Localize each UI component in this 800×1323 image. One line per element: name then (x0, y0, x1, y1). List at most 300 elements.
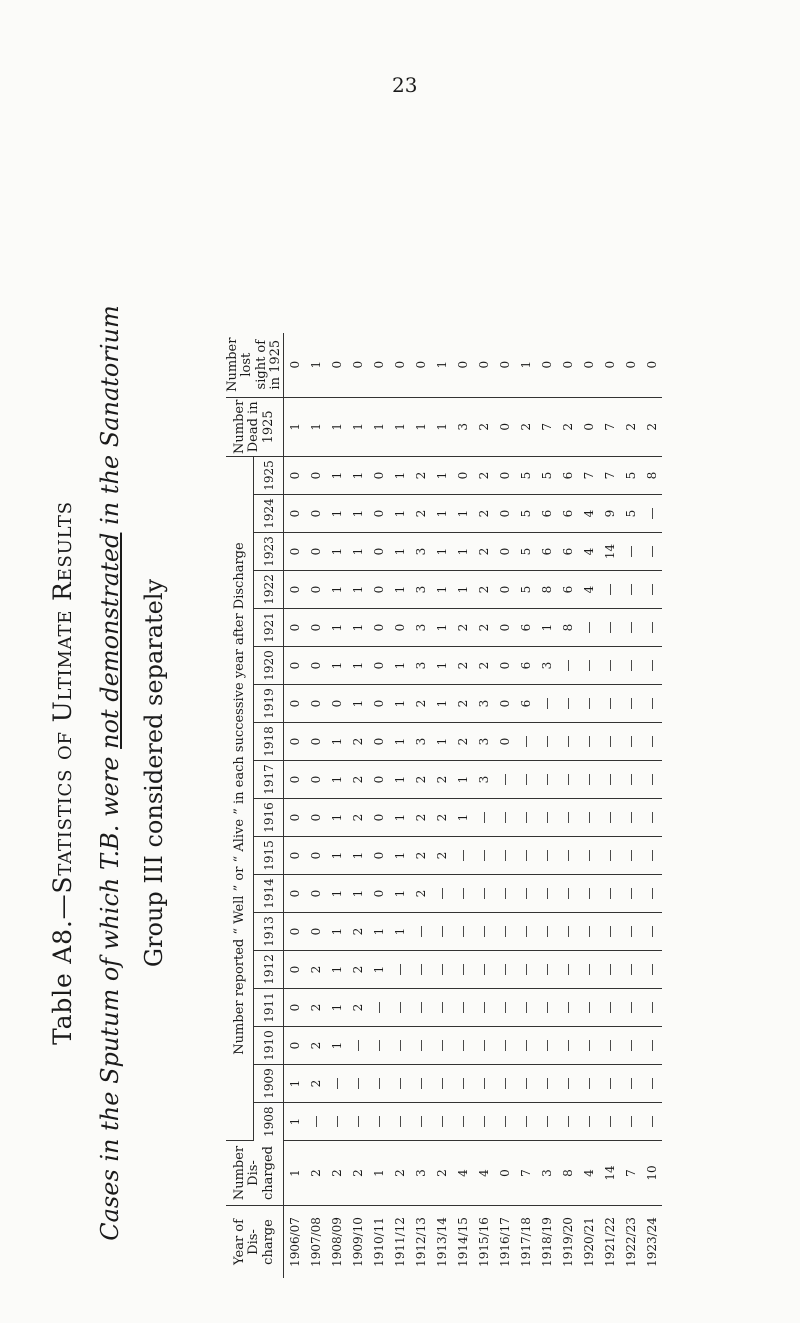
reported-cell: — (389, 1065, 410, 1103)
reported-cell: — (599, 647, 620, 685)
discharged-cell: 2 (305, 1141, 326, 1206)
lost-cell: 1 (431, 333, 452, 398)
table-row (578, 333, 599, 1278)
reported-cell: 0 (305, 723, 326, 761)
reported-cell: — (473, 1103, 494, 1141)
year-col-header: 1912 (254, 951, 284, 989)
reported-cell: — (452, 1103, 473, 1141)
reported-cell: 0 (368, 799, 389, 837)
reported-cell: — (557, 1103, 578, 1141)
reported-cell: — (620, 1065, 641, 1103)
table-row (284, 333, 306, 1278)
table-row (599, 333, 620, 1278)
reported-cell: — (494, 951, 515, 989)
reported-cell: 0 (305, 533, 326, 571)
reported-cell: — (641, 533, 662, 571)
reported-cell: — (557, 913, 578, 951)
reported-cell: 6 (557, 457, 578, 495)
reported-cell: 6 (557, 533, 578, 571)
lost-cell: 0 (536, 333, 557, 398)
reported-cell: — (641, 761, 662, 799)
year-cell: 1908/09 (329, 1217, 344, 1267)
reported-cell: 2 (347, 951, 368, 989)
reported-cell: 6 (515, 685, 536, 723)
reported-cell: — (473, 989, 494, 1027)
reported-cell: 0 (284, 571, 306, 609)
reported-cell: — (494, 837, 515, 875)
lost-cell: 0 (620, 333, 641, 398)
year-cell: 1912/13 (413, 1217, 428, 1267)
reported-cell: 0 (494, 495, 515, 533)
reported-cell: — (578, 685, 599, 723)
discharged-cell: 7 (620, 1141, 641, 1206)
reported-cell: — (557, 875, 578, 913)
reported-cell: 0 (284, 875, 306, 913)
dead-cell: 2 (641, 397, 662, 456)
dead-cell: 1 (284, 397, 306, 456)
dead-cell: 1 (410, 397, 431, 456)
reported-cell: — (641, 1103, 662, 1141)
reported-cell: 1 (326, 837, 347, 875)
reported-cell: — (452, 989, 473, 1027)
reported-cell: 1 (347, 571, 368, 609)
reported-cell: — (494, 875, 515, 913)
reported-cell: 1 (452, 533, 473, 571)
reported-cell: 9 (599, 495, 620, 533)
reported-cell: 1 (389, 723, 410, 761)
reported-cell: 5 (515, 533, 536, 571)
lost-cell: 0 (284, 333, 306, 398)
reported-cell: 2 (431, 761, 452, 799)
reported-cell: — (578, 1027, 599, 1065)
table-subtitle (96, 223, 124, 1323)
reported-cell: — (599, 1027, 620, 1065)
reported-cell: — (620, 989, 641, 1027)
reported-cell: 2 (452, 647, 473, 685)
reported-cell: 4 (578, 571, 599, 609)
reported-cell: — (599, 989, 620, 1027)
year-col-header: 1914 (254, 875, 284, 913)
reported-cell: — (641, 913, 662, 951)
reported-cell: 0 (368, 457, 389, 495)
reported-cell: — (368, 1103, 389, 1141)
table-row (494, 333, 515, 1278)
reported-cell: — (620, 951, 641, 989)
discharged-cell: 4 (578, 1141, 599, 1206)
reported-cell: — (536, 913, 557, 951)
lost-cell: 0 (641, 333, 662, 398)
year-col-header: 1916 (254, 799, 284, 837)
reported-cell: — (620, 761, 641, 799)
reported-cell: 0 (305, 913, 326, 951)
year-cell: 1906/07 (287, 1217, 302, 1267)
reported-cell: — (557, 837, 578, 875)
reported-cell: — (641, 647, 662, 685)
reported-cell: — (641, 799, 662, 837)
discharged-cell: 2 (389, 1141, 410, 1206)
reported-cell: 3 (536, 647, 557, 685)
reported-cell: — (431, 1065, 452, 1103)
reported-cell: 7 (599, 457, 620, 495)
reported-cell: — (431, 1027, 452, 1065)
reported-cell: 0 (368, 495, 389, 533)
reported-cell: — (599, 837, 620, 875)
reported-cell: 1 (326, 761, 347, 799)
header-row-top (226, 333, 254, 1278)
lost-cell: 0 (389, 333, 410, 398)
year-header-row (254, 333, 284, 1278)
discharged-cell: 7 (515, 1141, 536, 1206)
reported-cell: — (452, 1065, 473, 1103)
reported-cell: — (641, 495, 662, 533)
reported-cell: — (431, 913, 452, 951)
table-row (326, 333, 347, 1278)
reported-cell: 5 (515, 495, 536, 533)
reported-cell: — (599, 799, 620, 837)
year-col-header: 1924 (254, 495, 284, 533)
lost-cell: 1 (305, 333, 326, 398)
reported-cell: 0 (494, 723, 515, 761)
reported-cell: 0 (494, 571, 515, 609)
reported-cell: — (641, 875, 662, 913)
reported-cell: 1 (284, 1103, 306, 1141)
reported-cell: 3 (473, 723, 494, 761)
reported-cell: — (536, 685, 557, 723)
reported-cell: 3 (410, 723, 431, 761)
discharged-cell: 1 (368, 1141, 389, 1206)
year-cell: 1920/21 (581, 1217, 596, 1267)
reported-cell: 5 (620, 457, 641, 495)
reported-cell: — (557, 723, 578, 761)
reported-cell: 1 (431, 495, 452, 533)
reported-cell: 1 (452, 799, 473, 837)
reported-cell: 1 (452, 571, 473, 609)
year-cell: 1907/08 (308, 1217, 323, 1267)
reported-cell: — (599, 609, 620, 647)
reported-cell: 2 (473, 495, 494, 533)
reported-cell: 1 (326, 495, 347, 533)
reported-cell: — (557, 647, 578, 685)
reported-cell: 1 (452, 761, 473, 799)
lost-cell: 0 (473, 333, 494, 398)
reported-cell: 1 (326, 533, 347, 571)
reported-cell: 4 (578, 495, 599, 533)
discharged-cell: 4 (452, 1141, 473, 1206)
reported-cell: 1 (326, 913, 347, 951)
reported-cell: — (536, 1065, 557, 1103)
reported-cell: 2 (431, 799, 452, 837)
reported-cell: 2 (347, 799, 368, 837)
reported-cell: — (473, 1065, 494, 1103)
table-row (305, 333, 326, 1278)
table-row (473, 333, 494, 1278)
reported-cell: — (620, 609, 641, 647)
reported-cell: — (536, 1027, 557, 1065)
reported-cell: — (452, 1027, 473, 1065)
reported-cell: — (326, 1065, 347, 1103)
reported-cell: 1 (452, 495, 473, 533)
reported-cell: — (515, 1065, 536, 1103)
lost-cell: 0 (578, 333, 599, 398)
reported-cell: — (578, 761, 599, 799)
reported-cell: — (515, 989, 536, 1027)
reported-cell: 1 (431, 533, 452, 571)
reported-cell: 0 (284, 951, 306, 989)
year-col-header: 1909 (254, 1065, 284, 1103)
reported-cell: 2 (452, 609, 473, 647)
reported-cell: 4 (578, 533, 599, 571)
reported-cell: 0 (305, 457, 326, 495)
reported-cell: 0 (284, 913, 306, 951)
reported-cell: 1 (431, 647, 452, 685)
reported-cell: 2 (410, 761, 431, 799)
reported-cell: — (494, 1065, 515, 1103)
lost-cell: 0 (410, 333, 431, 398)
table-row (620, 333, 641, 1278)
reported-cell: — (599, 1103, 620, 1141)
discharged-cell: 8 (557, 1141, 578, 1206)
reported-cell: 1 (347, 457, 368, 495)
reported-cell: 1 (536, 609, 557, 647)
reported-cell: 1 (326, 951, 347, 989)
reported-cell: — (641, 837, 662, 875)
reported-cell: — (641, 609, 662, 647)
reported-cell: 0 (284, 989, 306, 1027)
reported-cell: 2 (347, 761, 368, 799)
reported-cell: 1 (431, 571, 452, 609)
reported-cell: 3 (410, 571, 431, 609)
reported-cell: 1 (347, 875, 368, 913)
reported-cell: 0 (305, 609, 326, 647)
reported-cell: — (473, 1027, 494, 1065)
table-row (536, 333, 557, 1278)
year-cell: 1910/11 (371, 1217, 386, 1267)
reported-cell: 1 (431, 609, 452, 647)
reported-cell: — (410, 1027, 431, 1065)
reported-cell: 2 (452, 685, 473, 723)
reported-cell: — (578, 913, 599, 951)
dead-header: Number Dead in 1925 (226, 397, 284, 456)
table-row (347, 333, 368, 1278)
reported-cell: — (326, 1103, 347, 1141)
reported-cell: — (347, 1103, 368, 1141)
reported-cell: 2 (347, 989, 368, 1027)
reported-cell: — (347, 1027, 368, 1065)
reported-cell: 2 (410, 495, 431, 533)
year-cell: 1921/22 (602, 1217, 617, 1267)
reported-cell: 2 (410, 875, 431, 913)
reported-cell: 1 (389, 495, 410, 533)
reported-cell: 3 (410, 533, 431, 571)
reported-cell: 0 (284, 723, 306, 761)
lost-cell: 0 (599, 333, 620, 398)
year-cell: 1911/12 (392, 1217, 407, 1267)
reported-cell: 14 (599, 533, 620, 571)
dead-cell: 2 (620, 397, 641, 456)
reported-cell: — (536, 723, 557, 761)
reported-cell: — (641, 989, 662, 1027)
reported-cell: — (368, 989, 389, 1027)
reported-cell: 6 (557, 495, 578, 533)
reported-cell: 1 (326, 799, 347, 837)
reported-cell: 0 (368, 685, 389, 723)
reported-cell: — (494, 799, 515, 837)
reported-cell: 0 (368, 647, 389, 685)
discharged-cell: 10 (641, 1141, 662, 1206)
reported-cell: 1 (368, 951, 389, 989)
reported-cell: — (620, 571, 641, 609)
reported-cell: 5 (620, 495, 641, 533)
reported-cell: 2 (473, 647, 494, 685)
table-body (284, 333, 663, 1278)
reported-cell: — (578, 837, 599, 875)
dead-cell: 1 (305, 397, 326, 456)
reported-cell: — (389, 1103, 410, 1141)
reported-cell: — (578, 1065, 599, 1103)
reported-cell: — (578, 647, 599, 685)
page-number: 23 (392, 73, 418, 97)
reported-cell: — (536, 989, 557, 1027)
reported-cell: — (620, 685, 641, 723)
reported-cell: 1 (431, 457, 452, 495)
reported-cell: 1 (389, 799, 410, 837)
reported-cell: — (452, 951, 473, 989)
reported-cell: — (557, 685, 578, 723)
reported-cell: — (515, 761, 536, 799)
dead-cell: 2 (473, 397, 494, 456)
reported-cell: 1 (389, 685, 410, 723)
reported-cell: — (410, 951, 431, 989)
reported-cell: — (536, 799, 557, 837)
reported-cell: 0 (305, 647, 326, 685)
reported-cell: — (557, 1065, 578, 1103)
reported-cell: 6 (536, 533, 557, 571)
reported-cell: — (473, 951, 494, 989)
reported-cell: 6 (515, 647, 536, 685)
dead-cell: 1 (326, 397, 347, 456)
reported-cell: — (578, 875, 599, 913)
reported-cell: 2 (410, 685, 431, 723)
reported-cell: 6 (557, 571, 578, 609)
reported-cell: — (473, 875, 494, 913)
reported-cell: 1 (347, 495, 368, 533)
year-col-header: 1921 (254, 609, 284, 647)
year-col-header: 1908 (254, 1103, 284, 1141)
reported-cell: 1 (326, 989, 347, 1027)
reported-cell: 0 (368, 571, 389, 609)
dead-cell: 0 (494, 397, 515, 456)
reported-cell: 2 (473, 533, 494, 571)
reported-cell: — (410, 913, 431, 951)
reported-cell: 1 (326, 609, 347, 647)
reported-cell: 2 (473, 457, 494, 495)
reported-cell: 3 (410, 647, 431, 685)
reported-cell: — (452, 837, 473, 875)
reported-cell: 2 (305, 1065, 326, 1103)
reported-cell: 0 (494, 533, 515, 571)
reported-cell: 1 (389, 761, 410, 799)
reported-cell: — (431, 875, 452, 913)
reported-cell: 0 (494, 647, 515, 685)
reported-cell: 0 (284, 799, 306, 837)
discharged-cell: 2 (431, 1141, 452, 1206)
lost-cell: 1 (515, 333, 536, 398)
subtitle-after: in the Sanatorium (96, 305, 124, 533)
reported-cell: 5 (536, 457, 557, 495)
reported-cell: 8 (557, 609, 578, 647)
table-row (557, 333, 578, 1278)
reported-cell: — (515, 1027, 536, 1065)
reported-cell: — (368, 1027, 389, 1065)
reported-cell: — (557, 951, 578, 989)
reported-cell: — (473, 799, 494, 837)
reported-cell: — (599, 685, 620, 723)
reported-cell: — (620, 837, 641, 875)
reported-cell: — (410, 1065, 431, 1103)
reported-cell: 0 (452, 457, 473, 495)
dead-cell: 2 (515, 397, 536, 456)
reported-cell: — (452, 875, 473, 913)
reported-cell: 0 (305, 761, 326, 799)
reported-cell: 6 (536, 495, 557, 533)
dead-cell: 7 (599, 397, 620, 456)
reported-cell: 1 (431, 723, 452, 761)
year-col-header: 1910 (254, 1027, 284, 1065)
reported-cell: — (410, 989, 431, 1027)
reported-cell: 1 (326, 457, 347, 495)
reported-cell: 0 (305, 799, 326, 837)
reported-cell: 0 (326, 685, 347, 723)
reported-cell: — (557, 1027, 578, 1065)
discharged-cell: 2 (347, 1141, 368, 1206)
reported-cell: 0 (305, 685, 326, 723)
reported-cell: 7 (578, 457, 599, 495)
reported-cell: 1 (326, 647, 347, 685)
reported-cell: 1 (347, 685, 368, 723)
reported-cell: — (494, 761, 515, 799)
reported-cell: — (431, 1103, 452, 1141)
reported-cell: 2 (452, 723, 473, 761)
reported-cell: — (536, 1103, 557, 1141)
reported-cell: — (578, 799, 599, 837)
reported-cell: — (515, 799, 536, 837)
reported-cell: 0 (368, 723, 389, 761)
reported-cell: 3 (473, 685, 494, 723)
reported-cell: 0 (284, 609, 306, 647)
group-caption: Group III considered separately (140, 578, 168, 968)
table-row (368, 333, 389, 1278)
reported-cell: — (536, 951, 557, 989)
dead-cell: 1 (389, 397, 410, 456)
reported-header: Number reported “ Well ” or “ Alive ” in each successive year after Discharge (226, 457, 254, 1141)
reported-cell: 1 (347, 837, 368, 875)
reported-cell: — (347, 1065, 368, 1103)
reported-cell: 0 (368, 875, 389, 913)
dead-cell: 1 (431, 397, 452, 456)
year-cell: 1919/20 (560, 1217, 575, 1267)
reported-cell: — (557, 799, 578, 837)
discharged-cell: 2 (326, 1141, 347, 1206)
reported-cell: — (410, 1103, 431, 1141)
reported-cell: 2 (473, 609, 494, 647)
reported-cell: — (620, 533, 641, 571)
table-row (389, 333, 410, 1278)
reported-cell: 1 (389, 647, 410, 685)
reported-cell: 0 (284, 533, 306, 571)
reported-cell: 0 (305, 875, 326, 913)
lost-cell: 0 (557, 333, 578, 398)
reported-cell: — (431, 951, 452, 989)
